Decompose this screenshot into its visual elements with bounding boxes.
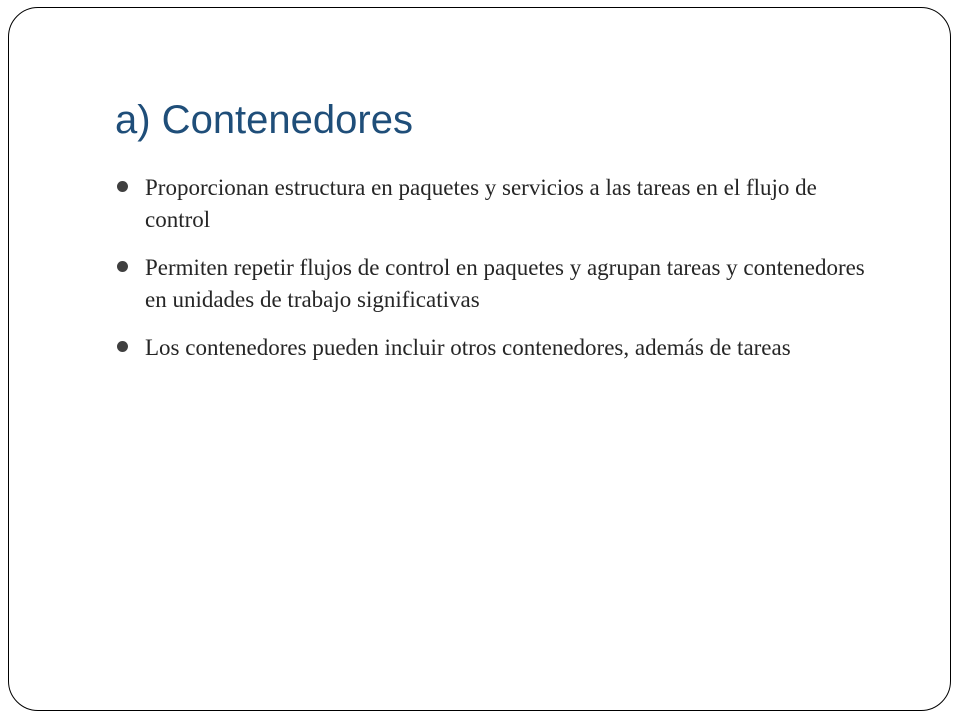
bullet-text: Permiten repetir flujos de control en paquetes y agrupan tareas y contenedores en unidades de trabajo significativas: [145, 255, 865, 312]
bullet-dot-icon: [117, 181, 128, 192]
bullet-dot-icon: [117, 341, 128, 352]
bullet-list: [117, 172, 887, 380]
slide-frame: [8, 7, 951, 711]
bullet-item: [117, 252, 887, 316]
bullet-dot-icon: [117, 261, 128, 272]
bullet-item: [117, 172, 887, 236]
bullet-text: Proporcionan estructura en paquetes y servicios a las tareas en el flujo de control: [145, 175, 817, 232]
bullet-text: Los contenedores pueden incluir otros contenedores, además de tareas: [145, 335, 791, 360]
bullet-item: [117, 332, 887, 364]
slide-title: a) Contenedores: [115, 98, 413, 142]
